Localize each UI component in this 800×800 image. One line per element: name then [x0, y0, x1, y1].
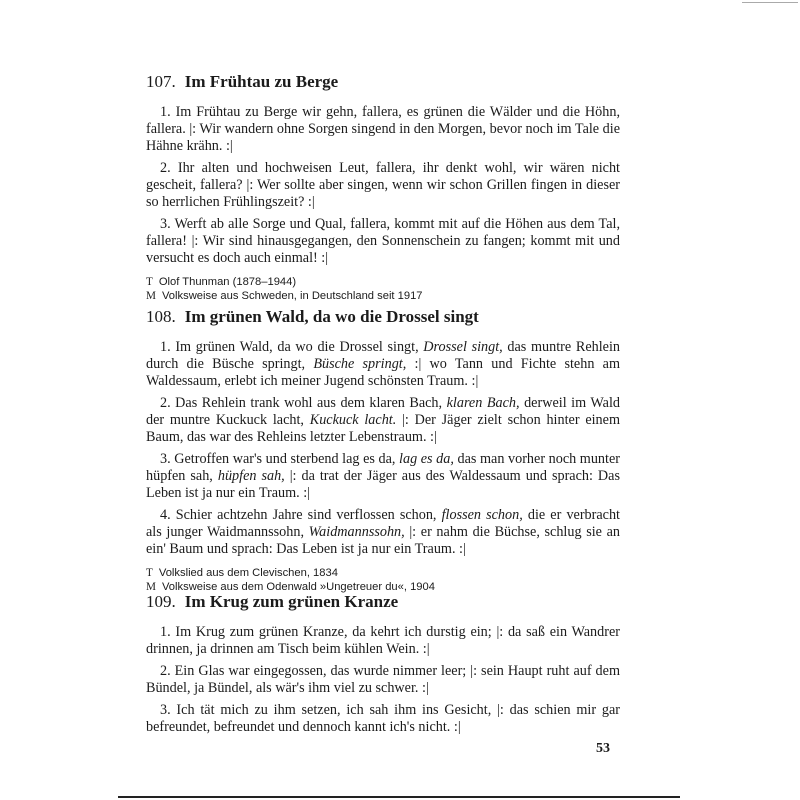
song-name: Im Krug zum grünen Kranze: [184, 592, 399, 611]
song-109: [146, 592, 620, 741]
stanza: 3. Werft ab alle Sorge und Qual, fallera, kommt mit auf die Höhen aus dem Tal, fallera! |: Wir sind hinausgegangen, den Sonnenschein zu fangen; kommt mit und versucht es doch auch einmal! :|: [146, 216, 620, 266]
song-number: 108.: [146, 307, 176, 326]
song-title: [146, 72, 620, 92]
song-name: Im Frühtau zu Berge: [184, 72, 339, 91]
stanza: 1. Im Krug zum grünen Kranze, da kehrt ich durstig ein; |: da saß ein Wandrer drinnen, ja drinnen am Tisch beim kühlen Wein. :|: [146, 624, 620, 657]
stanza: 2. Ein Glas war eingegossen, das wurde nimmer leer; |: sein Haupt ruht auf dem Bündel, ja Bündel, als wär's ihm viel zu schwer. :|: [146, 663, 620, 696]
stanza: 2. Das Rehlein trank wohl aus dem klaren Bach, klaren Bach, derweil im Wald der muntre Kuckuck lacht, Kuckuck lacht. |: Der Jäger zielt schon hinter einem Baum, das war des Rehleins letzter Lebenstraum. :|: [146, 395, 620, 445]
song-107: [146, 72, 620, 303]
song-title: [146, 592, 620, 612]
stanza: 3. Getroffen war's und sterbend lag es da, lag es da, das man vorher noch munter hüpfen sah, hüpfen sah, |: da trat der Jäger aus des Waldessaum und sprach: Das Leben ist ja nur ein Traum. :|: [146, 451, 620, 501]
top-edge-line: [742, 2, 798, 3]
song-number: 107.: [146, 72, 176, 91]
stanza: 3. Ich tät mich zu ihm setzen, ich sah ihm ins Gesicht, |: das schien mir gar befreundet, befreundet und dennoch kannt ich's nicht. :|: [146, 702, 620, 735]
credit-text-author: T Volkslied aus dem Clevischen, 1834: [146, 567, 338, 579]
stanza: 2. Ihr alten und hochweisen Leut, fallera, ihr denkt wohl, wir wären nicht gescheit, fallera? |: Wer sollte aber singen, wenn wir schon Grillen fingen in dieser so herrlichen Frühlingszeit? :|: [146, 160, 620, 210]
credit-melody: M Volksweise aus Schweden, in Deutschland seit 1917: [146, 290, 423, 302]
song-number: 109.: [146, 592, 176, 611]
page-number: 53: [596, 741, 610, 756]
credit-melody: M Volksweise aus dem Odenwald »Ungetreuer du«, 1904: [146, 581, 435, 593]
song-title: [146, 307, 620, 327]
song-name: Im grünen Wald, da wo die Drossel singt: [184, 307, 479, 326]
bottom-edge-line: [118, 796, 680, 798]
song-108: [146, 307, 620, 594]
stanza: 1. Im Frühtau zu Berge wir gehn, fallera, es grünen die Wälder und die Höhn, fallera. |: Wir wandern ohne Sorgen singend in den Morgen, bevor noch im Tale die Hähne krähn. :|: [146, 104, 620, 154]
credit-text-author: T Olof Thunman (1878–1944): [146, 276, 297, 288]
stanza: 1. Im grünen Wald, da wo die Drossel singt, Drossel singt, das muntre Rehlein durch die Büsche springt, Büsche springt, :| wo Tann und Fichte stehn am Waldessaum, erlebt ich meiner Jugend schönsten Traum. :|: [146, 339, 620, 389]
stanza: 4. Schier achtzehn Jahre sind verflossen schon, flossen schon, die er verbracht als junger Waidmannssohn, Waidmannssohn, |: er nahm die Büchse, schlug sie an ein' Baum und sprach: Das Leben ist ja nur ein Traum. :|: [146, 507, 621, 557]
